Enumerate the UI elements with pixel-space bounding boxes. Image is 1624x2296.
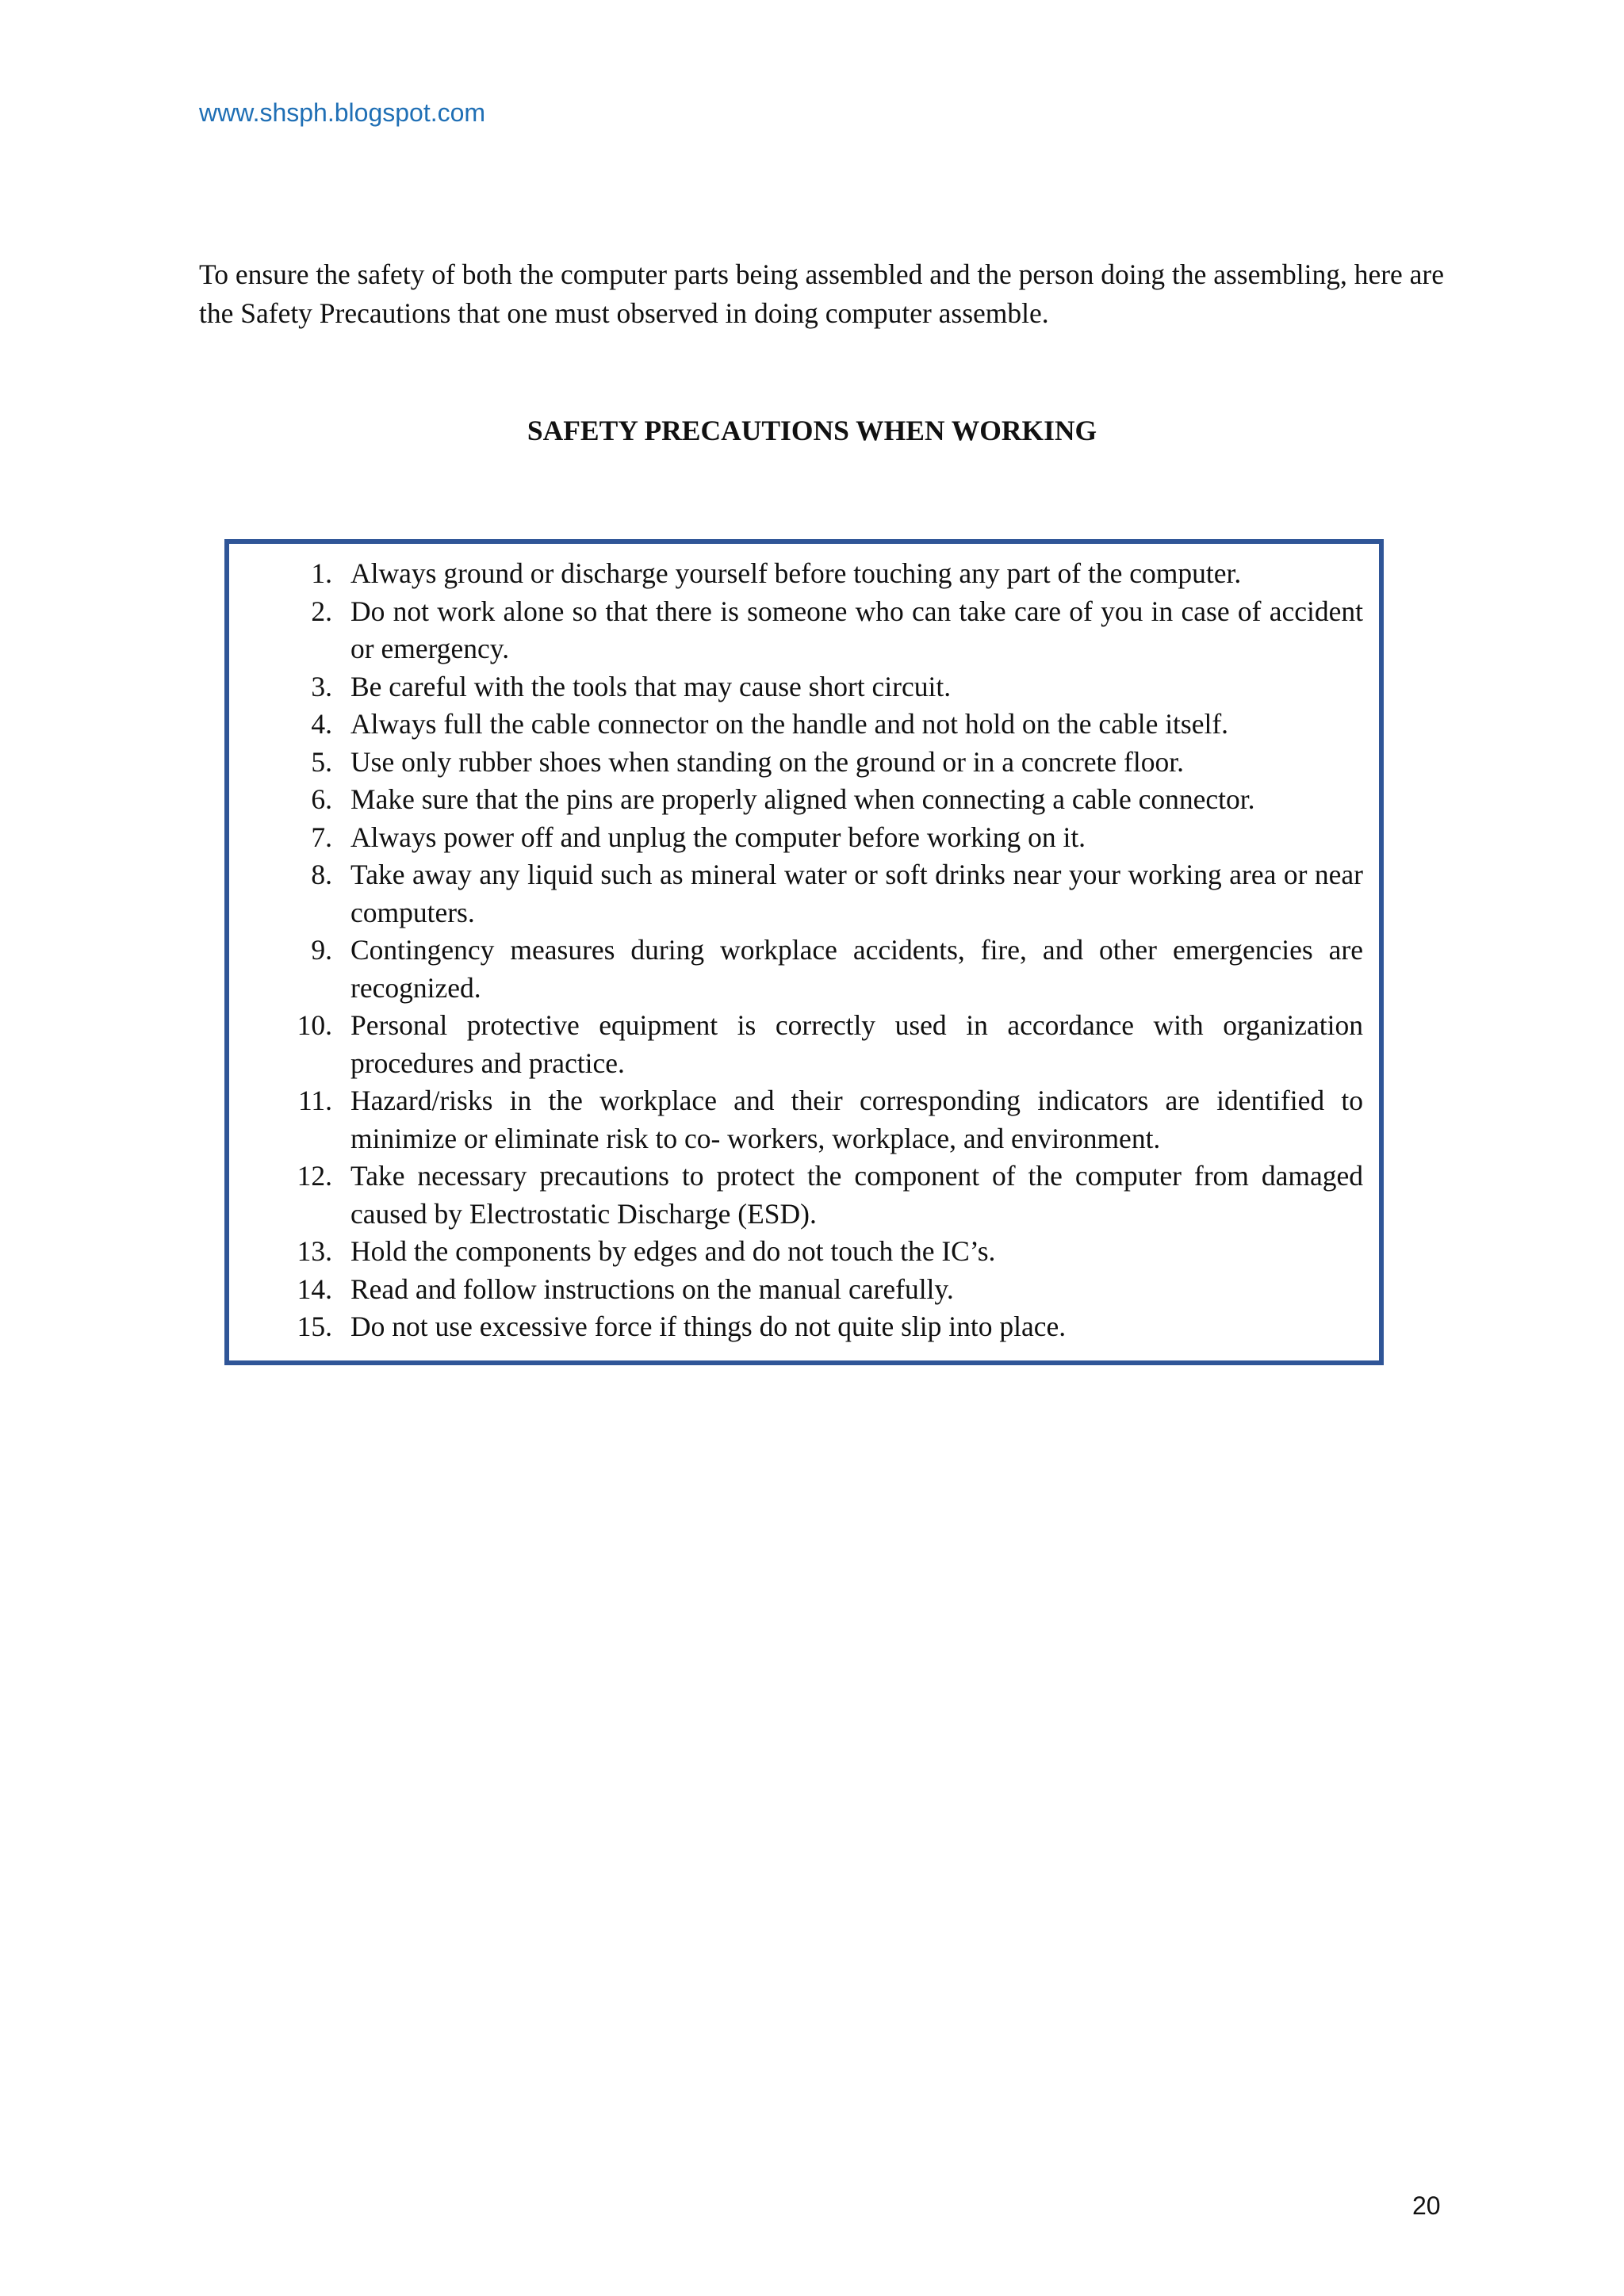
precaution-item (229, 555, 1379, 593)
item-number: 4. (311, 708, 332, 740)
item-text: Be careful with the tools that may cause short circuit. (350, 670, 952, 702)
precaution-item (229, 1007, 1379, 1082)
item-number: 1. (311, 557, 332, 589)
item-text: Make sure that the pins are properly aligned when connecting a cable connector. (350, 783, 1255, 815)
item-number: 5. (311, 745, 332, 778)
item-number: 8. (311, 859, 332, 890)
item-number: 15. (297, 1311, 332, 1342)
item-text: Use only rubber shoes when standing on the ground or in a concrete floor. (350, 745, 1184, 778)
precaution-item (229, 1082, 1379, 1158)
item-number: 14. (297, 1272, 332, 1305)
precaution-item (229, 593, 1379, 668)
precautions-box (224, 539, 1384, 1365)
item-text: Read and follow instructions on the manual carefully. (350, 1272, 954, 1305)
precaution-item (229, 932, 1379, 1007)
item-text: Take necessary precautions to protect the component of the computer from damaged caused by Electrostatic Discharge (ESD). (350, 1160, 1363, 1230)
item-text: Take away any liquid such as mineral water or soft drinks near your working area or near computers. (350, 859, 1363, 928)
section-title: SAFETY PRECAUTIONS WHEN WORKING (527, 415, 1097, 446)
precaution-item (229, 706, 1379, 744)
item-text: Always power off and unplug the computer before working on it. (350, 821, 1086, 853)
precaution-item (229, 668, 1379, 706)
precaution-item (229, 1271, 1379, 1309)
precaution-item (229, 819, 1379, 857)
item-number: 3. (311, 670, 332, 702)
precaution-item (229, 1233, 1379, 1271)
precaution-item (229, 1158, 1379, 1233)
item-text: Do not use excessive force if things do not quite slip into place. (350, 1311, 1067, 1342)
precautions-list (229, 555, 1379, 1346)
precaution-item (229, 1308, 1379, 1346)
item-text: Personal protective equipment is correctly used in accordance with organization procedures and practice. (350, 1009, 1363, 1079)
intro-paragraph: To ensure the safety of both the computer parts being assembled and the person doing the assembling, here are the Safety Precautions that one must observed in doing computer assemble. (199, 258, 1444, 329)
item-number: 6. (311, 783, 332, 815)
page-number: 20 (1412, 2191, 1441, 2220)
item-text: Always full the cable connector on the handle and not hold on the cable itself. (350, 708, 1229, 740)
item-text: Hazard/risks in the workplace and their corresponding indicators are identified to minimize or eliminate risk to co- workers, workplace, and environment. (350, 1085, 1363, 1154)
precaution-item (229, 744, 1379, 782)
item-number: 11. (297, 1085, 332, 1116)
item-number: 2. (311, 595, 332, 627)
item-text: Hold the components by edges and do not touch the IC’s. (350, 1235, 996, 1267)
item-number: 10. (297, 1009, 332, 1041)
item-number: 7. (311, 821, 332, 853)
item-text: Do not work alone so that there is someone who can take care of you in case of accident or emergency. (350, 595, 1363, 664)
header-website-link[interactable]: www.shsph.blogspot.com (199, 98, 486, 127)
item-text: Always ground or discharge yourself before touching any part of the computer. (350, 557, 1242, 589)
precaution-item (229, 781, 1379, 819)
item-number: 9. (311, 934, 332, 966)
precaution-item (229, 856, 1379, 932)
item-number: 13. (297, 1235, 332, 1267)
item-number: 12. (297, 1160, 332, 1192)
item-text: Contingency measures during workplace accidents, fire, and other emergencies are recognized. (350, 934, 1363, 1004)
